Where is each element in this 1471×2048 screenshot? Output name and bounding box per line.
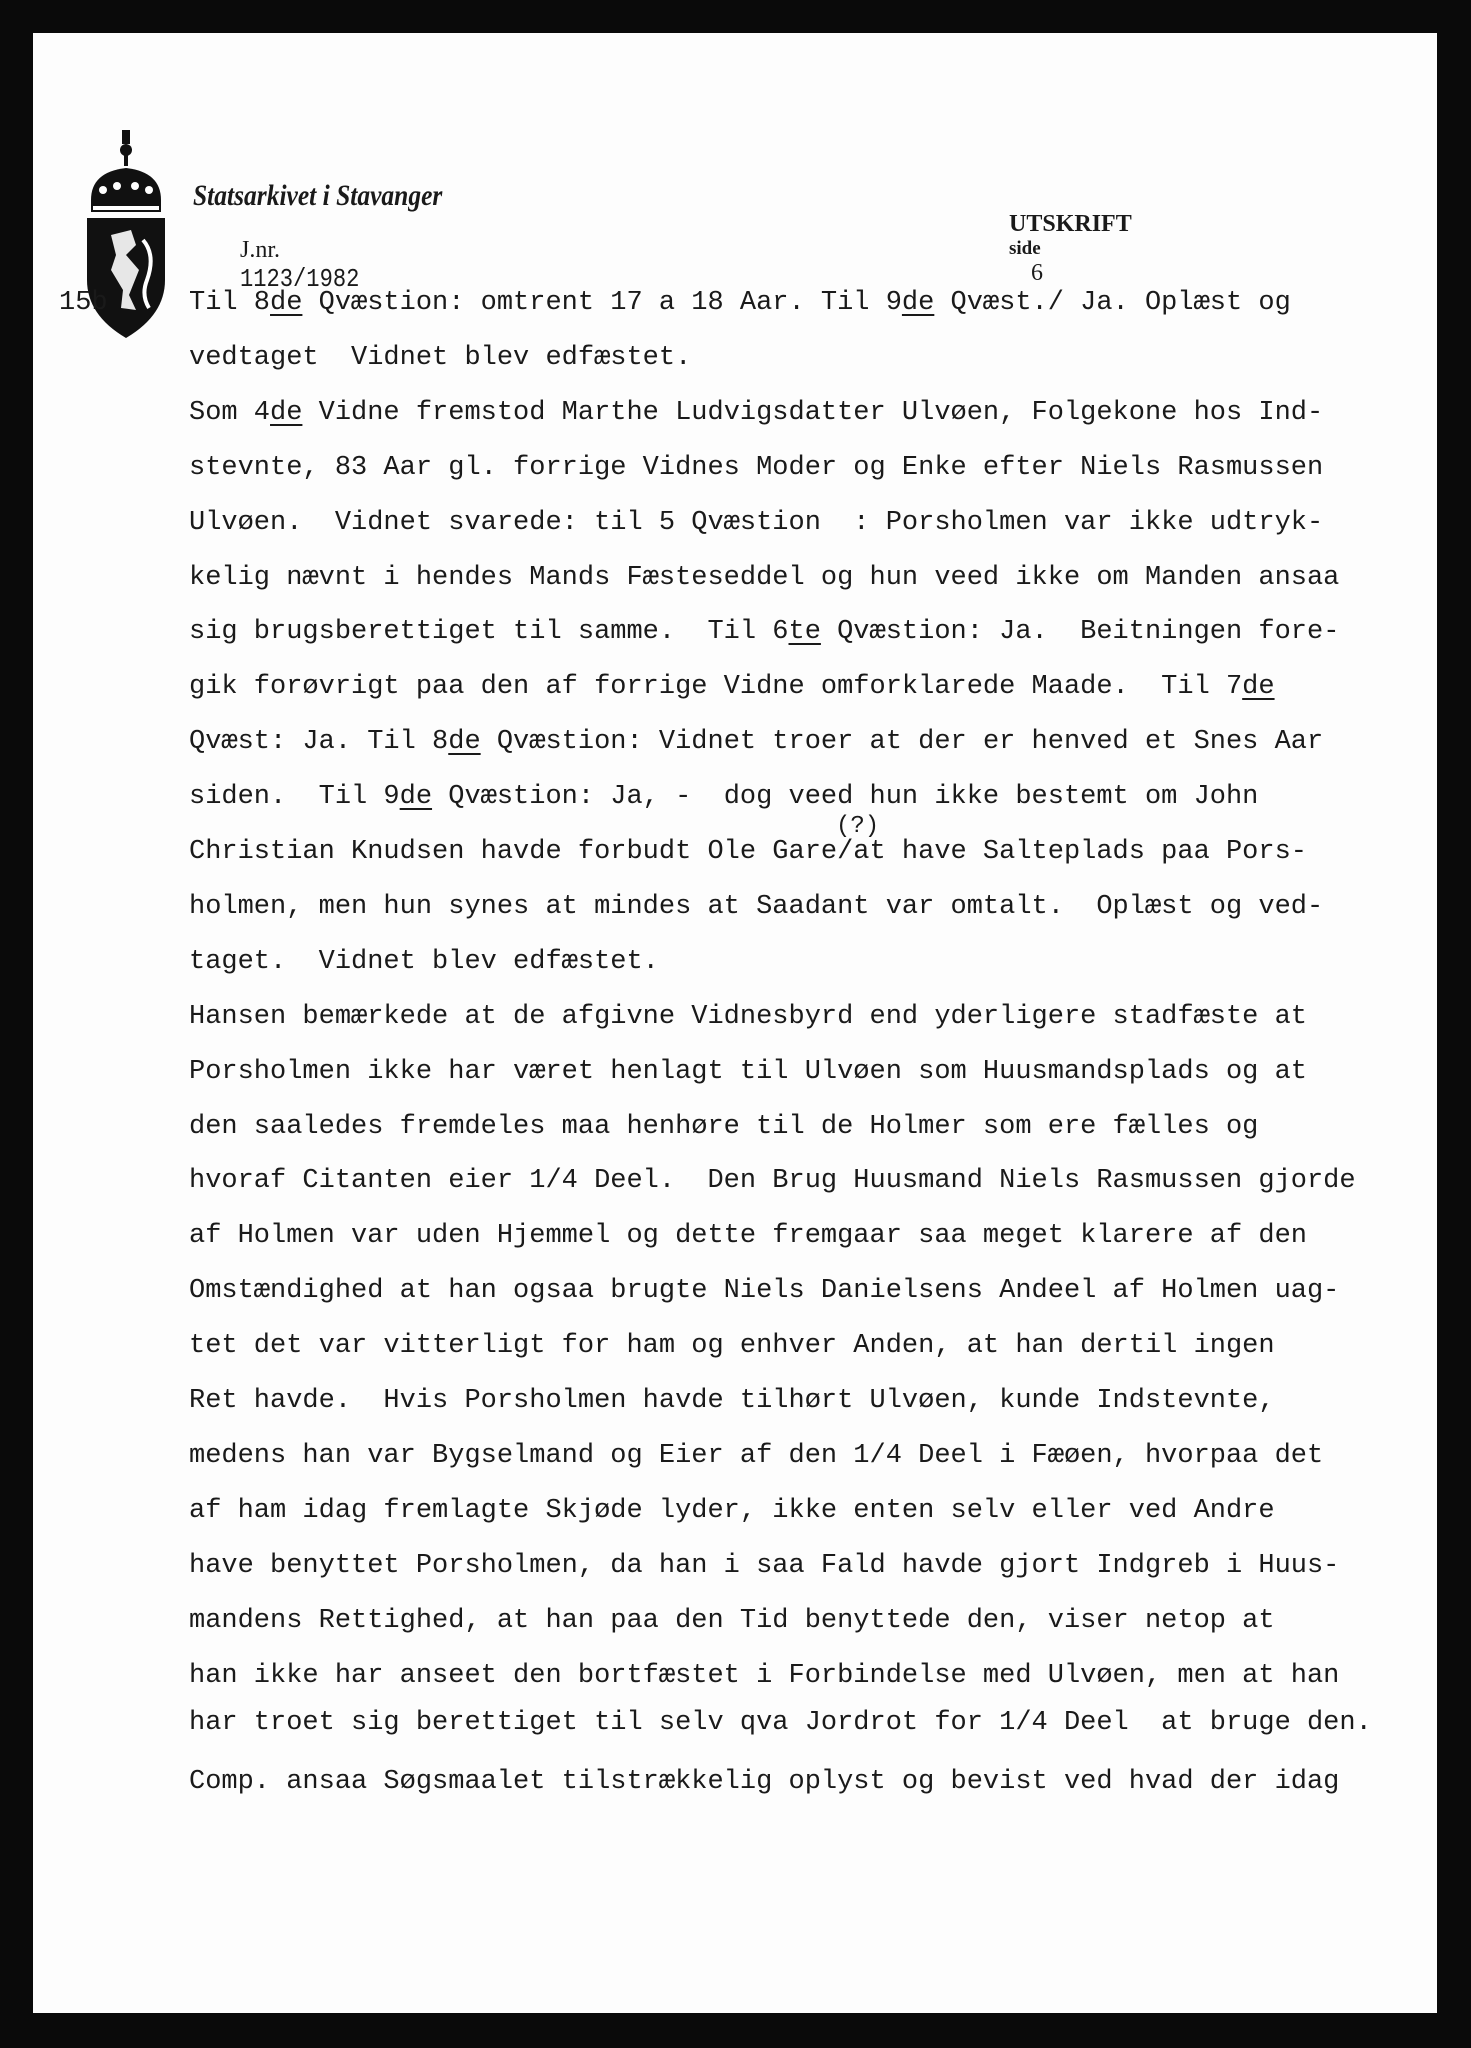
text-line	[189, 1111, 1258, 1143]
text-segment: vedtaget Vidnet blev edfæstet.	[189, 342, 692, 373]
text-line	[189, 836, 1307, 868]
text-segment: Vidne fremstod Marthe Ludvigsdatter Ulvøen, Folgekone hos Ind-	[302, 397, 1324, 428]
journal-label: J.nr.	[240, 237, 281, 263]
text-line	[189, 1550, 1339, 1582]
document-page	[33, 33, 1437, 2013]
text-segment: Ret havde. Hvis Porsholmen havde tilhørt Ulvøen, kunde Indstevnte,	[189, 1386, 1275, 1416]
utskrift-label: UTSKRIFT	[1009, 211, 1132, 237]
text-line	[189, 507, 1323, 539]
institution-name: Statsarkivet i Stavanger	[193, 179, 443, 212]
text-segment: af Holmen var uden Hjemmel og dette fremgaar saa meget klarere af den	[189, 1221, 1307, 1252]
text-segment: han ikke har anseet den bortfæstet i Forbindelse med Ulvøen, men at han	[189, 1660, 1340, 1691]
side-label: side	[1009, 238, 1041, 259]
text-segment: taget. Vidnet blev edfæstet.	[189, 946, 659, 977]
text-line	[189, 1766, 1339, 1798]
text-segment: Comp. ansaa Søgsmaalet tilstrækkelig oplyst og bevist ved hvad der idag	[189, 1767, 1340, 1797]
text-segment: siden. Til 9	[189, 782, 400, 813]
text-segment: Qvæstion: Vidnet troer at der er henved et Snes Aar	[480, 727, 1324, 758]
underlined-ordinal: de	[399, 782, 433, 813]
text-line	[189, 1165, 1356, 1197]
underlined-ordinal: de	[270, 288, 303, 318]
text-segment: holmen, men hun synes at mindes at Saadant var omtalt. Oplæst og ved-	[189, 891, 1324, 922]
text-segment: Qvæstion: Ja. Beitningen fore-	[820, 617, 1340, 648]
text-line	[189, 671, 1275, 703]
text-segment: tet det var vitterligt for ham og enhver Anden, at han dertil ingen	[189, 1331, 1275, 1362]
text-segment: stevnte, 83 Aar gl. forrige Vidnes Moder og Enke efter Niels Rasmussen	[189, 452, 1324, 483]
text-line	[189, 1330, 1275, 1362]
text-line	[189, 397, 1323, 429]
text-segment: Porsholmen ikke har været henlagt til Ulvøen som Huusmandsplads og at	[189, 1056, 1307, 1087]
insert-note: (?)	[836, 813, 880, 840]
text-segment: sig brugsberettiget til samme. Til 6	[189, 617, 789, 648]
text-segment: medens han var Bygselmand og Eier af den 1/4 Deel i Fæøen, hvorpaa det	[189, 1440, 1324, 1471]
text-line	[189, 287, 1291, 319]
underlined-ordinal: de	[1242, 672, 1275, 703]
text-segment: Til 8	[189, 288, 271, 318]
page-number: 6	[1031, 260, 1043, 286]
text-segment: har troet sig berettiget til selv qva Jordrot for 1/4 Deel at bruge den.	[189, 1708, 1372, 1738]
text-line	[189, 1385, 1275, 1417]
text-line	[189, 891, 1323, 923]
text-segment: Christian Knudsen havde forbudt Ole Gare/at have Salteplads paa Pors-	[189, 837, 1307, 867]
text-line	[189, 342, 691, 374]
text-line	[189, 1660, 1339, 1692]
text-segment: Hansen bemærkede at de afgivne Vidnesbyrd end yderligere stadfæste at	[189, 1001, 1307, 1032]
text-line	[189, 1056, 1307, 1088]
underlined-ordinal: de	[448, 727, 481, 758]
text-segment: mandens Rettighed, at han paa den Tid benyttede den, viser netop at	[189, 1605, 1275, 1636]
text-segment: Qvæstion: Ja, - dog veed hun ikke bestemt om John	[432, 782, 1259, 813]
text-line	[189, 781, 1258, 813]
text-segment: Qvæst: Ja. Til 8	[189, 727, 449, 758]
underlined-ordinal: de	[270, 397, 303, 428]
underlined-ordinal: de	[901, 288, 935, 318]
text-line	[189, 1275, 1339, 1307]
margin-note: 15b	[59, 288, 108, 318]
text-segment: gik forøvrigt paa den af forrige Vidne omforklarede Maade. Til 7	[189, 672, 1243, 703]
text-segment: den saaledes fremdeles maa henhøre til de Holmer som ere fælles og	[189, 1111, 1259, 1142]
text-segment: hvoraf Citanten eier 1/4 Deel. Den Brug Huusmand Niels Rasmussen gjorde	[189, 1166, 1356, 1197]
text-segment: have benyttet Porsholmen, da han i saa Fald havde gjort Indgreb i Huus-	[189, 1550, 1340, 1581]
text-segment: Omstændighed at han ogsaa brugte Niels Danielsens Andeel af Holmen uag-	[189, 1276, 1340, 1307]
text-line	[189, 1707, 1372, 1739]
text-segment: af ham idag fremlagte Skjøde lyder, ikke enten selv eller ved Andre	[189, 1495, 1275, 1526]
text-line	[189, 1001, 1307, 1033]
text-line	[189, 1605, 1275, 1637]
journal-value: 1123/1982	[240, 264, 360, 294]
text-line	[189, 1440, 1323, 1472]
text-line	[189, 1220, 1307, 1252]
underlined-ordinal: te	[788, 617, 821, 648]
text-line	[189, 562, 1339, 594]
text-line	[189, 946, 659, 978]
text-segment: kelig nævnt i hendes Mands Fæsteseddel og hun veed ikke om Manden ansaa	[189, 562, 1340, 593]
text-line	[189, 452, 1323, 484]
text-line	[189, 726, 1323, 758]
text-segment: Ulvøen. Vidnet svarede: til 5 Qvæstion : Porsholmen var ikke udtryk-	[189, 507, 1324, 538]
text-line	[189, 616, 1339, 648]
text-line	[189, 1495, 1275, 1527]
text-segment: Qvæstion: omtrent 17 a 18 Aar. Til 9	[302, 288, 902, 318]
text-segment: Qvæst./ Ja. Oplæst og	[934, 288, 1291, 318]
text-segment: Som 4	[189, 397, 271, 428]
